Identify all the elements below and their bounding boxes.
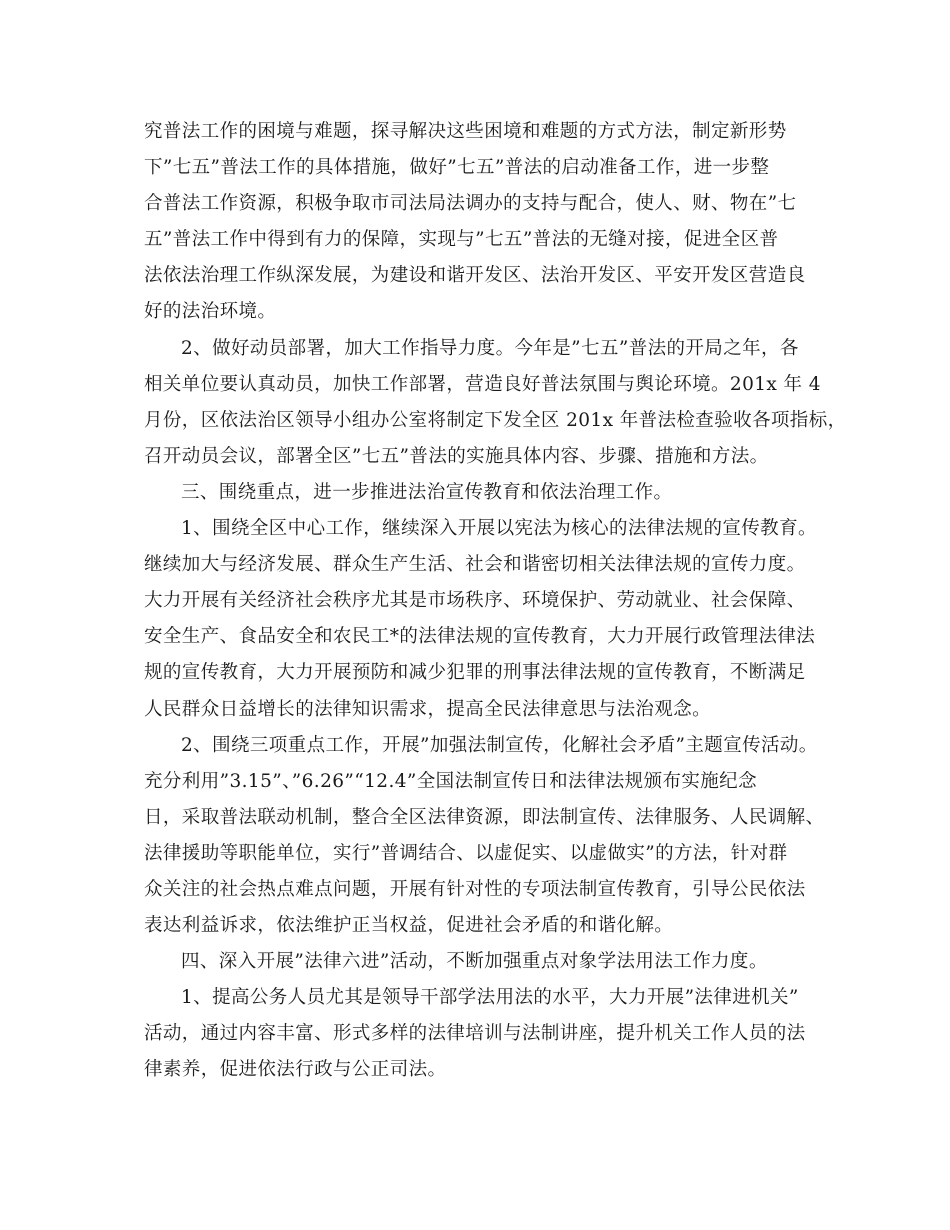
text-line: 律素养，促进依法行政与公正司法。 <box>144 1059 447 1081</box>
text-line: 合普法工作资源，积极争取市司法局法调办的支持与配合，使人、财、物在”七 <box>144 193 797 215</box>
text-line: 2、围绕三项重点工作，开展”加强法制宣传，化解社会矛盾”主题宣传活动。 <box>181 734 818 756</box>
text-line: 2、做好动员部署，加大工作指导力度。今年是”七五”普法的开局之年，各 <box>181 337 799 359</box>
text-line: 继续加大与经济发展、群众生产生活、社会和谐密切相关法律法规的宣传力度。 <box>144 554 806 576</box>
text-line: 日，采取普法联动机制，整合全区法律资源，即法制宣传、法律服务、人民调解、 <box>144 806 825 828</box>
text-line: 人民群众日益增长的法律知识需求，提高全民法律意思与法治观念。 <box>144 698 712 720</box>
text-line: 表达利益诉求，依法维护正当权益，促进社会矛盾的和谐化解。 <box>144 915 674 937</box>
text-line: 充分利用”3.15”、”6.26”“12.4”全国法制宣传日和法律法规颁布实施纪念 <box>144 770 757 792</box>
text-line: 众关注的社会热点难点问题，开展有针对性的专项法制宣传教育，引导公民依法 <box>144 878 806 900</box>
text-line: 下”七五”普法工作的具体措施，做好”七五”普法的启动准备工作，进一步整 <box>144 157 770 179</box>
text-line: 大力开展有关经济社会秩序尤其是市场秩序、环境保护、劳动就业、社会保障、 <box>144 590 806 612</box>
text-line: 1、围绕全区中心工作，继续深入开展以宪法为核心的法律法规的宣传教育。 <box>181 518 817 540</box>
text-line: 规的宣传教育，大力开展预防和减少犯罪的刑事法律法规的宣传教育，不断满足 <box>144 662 806 684</box>
text-line: 月份，区依法治区领导小组办公室将制定下发全区 201x 年普法检查验收各项指标， <box>144 409 847 431</box>
text-line: 究普法工作的困境与难题，探寻解决这些困境和难题的方式方法，制定新形势 <box>144 121 787 142</box>
text-line: 四、深入开展”法律六进”活动，不断加强重点对象学法用法工作力度。 <box>181 951 768 973</box>
document-body <box>144 114 847 1089</box>
text-line: 法律援助等职能单位，实行”普调结合、以虚促实、以虚做实”的方法，针对群 <box>144 842 788 864</box>
text-line: 召开动员会议，部署全区”七五”普法的实施具体内容、步骤、措施和方法。 <box>144 445 769 467</box>
text-line: 三、围绕重点，进一步推进法治宣传教育和依法治理工作。 <box>181 481 673 503</box>
text-line: 1、提高公务人员尤其是领导干部学法用法的水平，大力开展”法律进机关” <box>181 987 799 1009</box>
text-line: 相关单位要认真动员，加快工作部署，营造良好普法氛围与舆论环境。201x 年 4 <box>144 373 821 395</box>
text-line: 活动，通过内容丰富、形式多样的法律培训与法制讲座，提升机关工作人员的法 <box>144 1023 806 1045</box>
text-line: 安全生产、食品安全和农民工*的法律法规的宣传教育，大力开展行政管理法律法 <box>144 626 816 648</box>
text-line: 法依法治理工作纵深发展，为建设和谐开发区、法治开发区、平安开发区营造良 <box>144 265 806 287</box>
text-line: 好的法治环境。 <box>144 301 277 323</box>
text-line: 五”普法工作中得到有力的保障，实现与”七五”普法的无缝对接，促进全区普 <box>144 229 779 251</box>
